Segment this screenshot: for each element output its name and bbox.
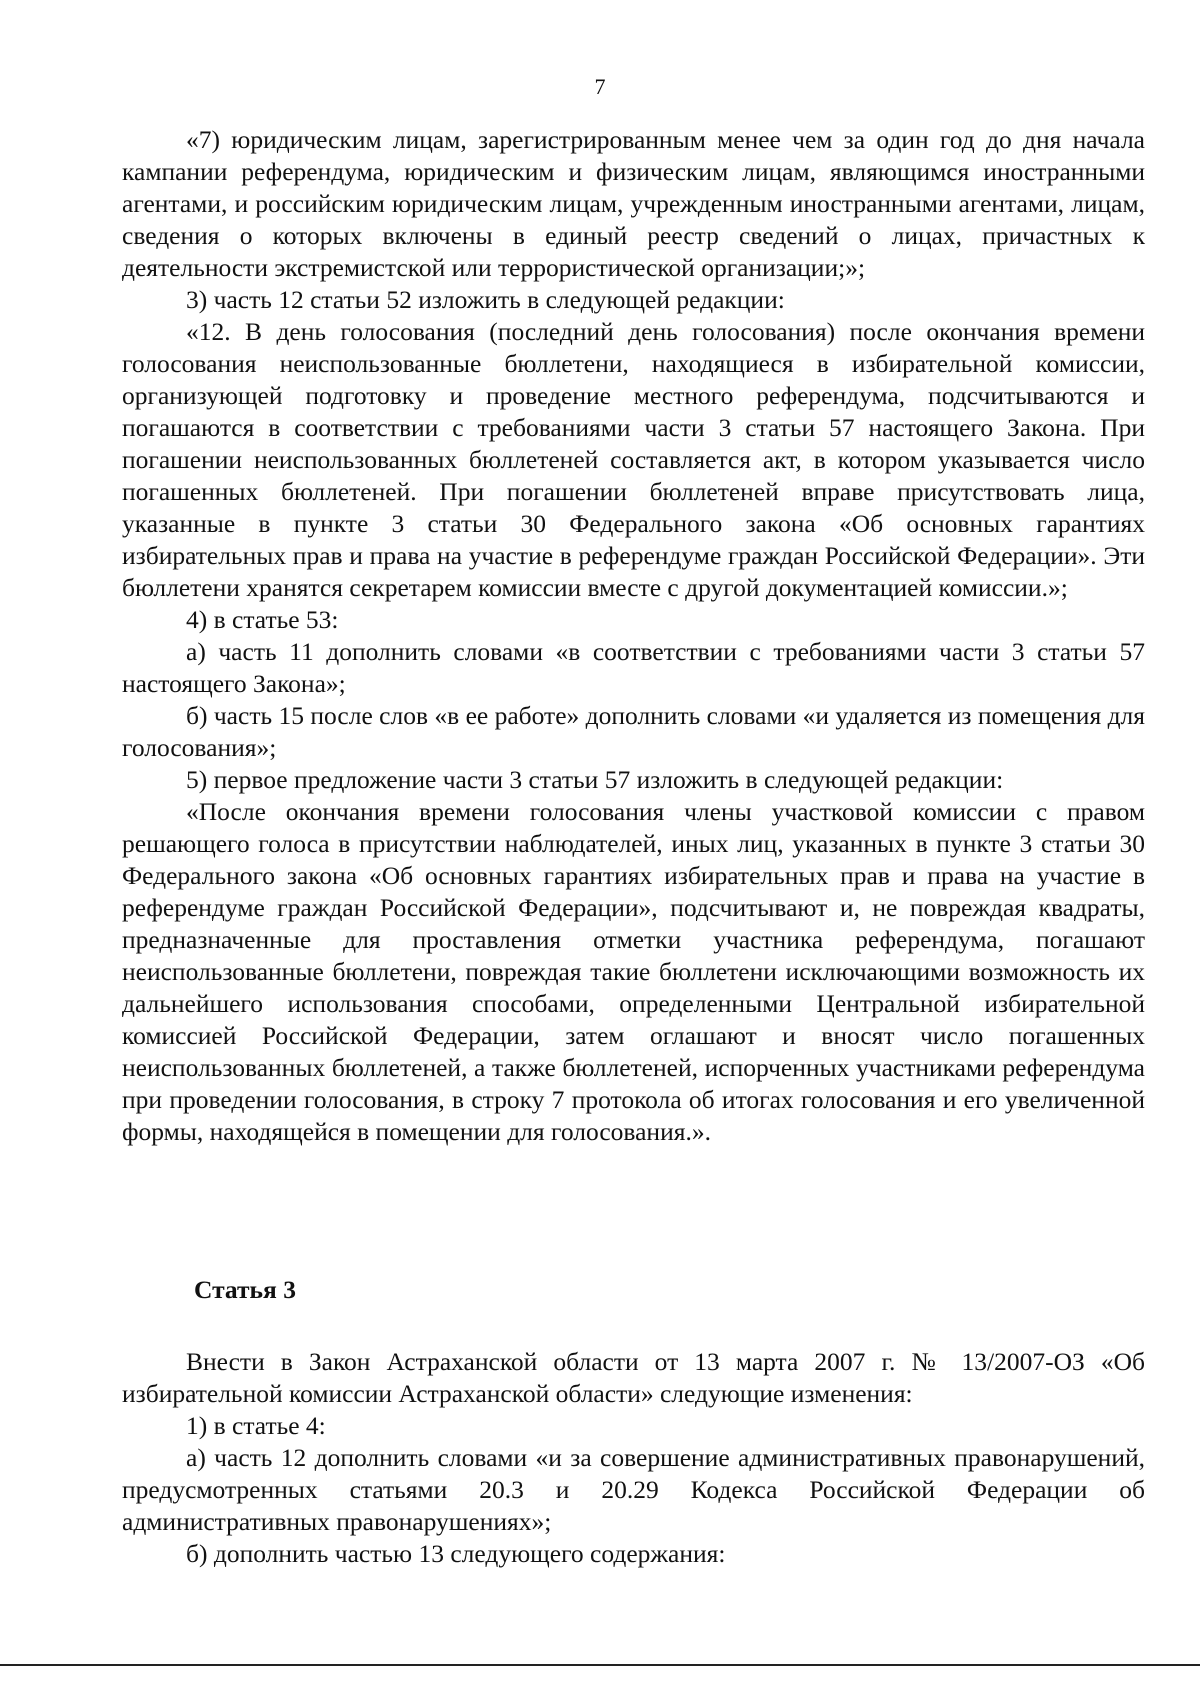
paragraph: б) часть 15 после слов «в ее работе» дополнить словами «и удаляется из помещения для голосования»;	[122, 701, 1145, 762]
paragraph: 4) в статье 53:	[186, 605, 339, 634]
page-number: 7	[594, 74, 606, 99]
article-heading: Статья 3	[194, 1275, 296, 1304]
paragraph: б) дополнить частью 13 следующего содержания:	[186, 1539, 726, 1568]
article-3-text	[122, 1346, 1145, 1570]
paragraph: «12. В день голосования (последний день голосования) после окончания времени голосования неиспользованные бюллетени, находящиеся в избирательной комиссии, организующей подготовку и проведение местного референдума, подсчитываются и погашаются в соответствии с требованиями части 3 статьи 57 настоящего Закона. При погашении неиспользованных бюллетеней составляется акт, в котором указывается число погашенных бюллетеней. При погашении бюллетеней вправе присутствовать лица, указанные в пункте 3 статьи 30 Федерального закона «Об основных гарантиях избирательных прав и права на участие в референдуме граждан Российской Федерации». Эти бюллетени хранятся секретарем комиссии вместе с другой документацией комиссии.»;	[122, 317, 1145, 602]
paragraph: 5) первое предложение части 3 статьи 57 изложить в следующей редакции:	[186, 765, 1004, 794]
paragraph: 3) часть 12 статьи 52 изложить в следующей редакции:	[186, 285, 785, 314]
paragraph: «После окончания времени голосования члены участковой комиссии с правом решающего голоса в присутствии наблюдателей, иных лиц, указанных в пункте 3 статьи 30 Федерального закона «Об основных гарантиях избирательных прав и права на участие в референдуме граждан Российской Федерации», подсчитывают и, не повреждая квадраты, предназначенные для проставления отметки участника референдума, погашают неиспользованные бюллетени, повреждая такие бюллетени исключающими возможность их дальнейшего использования способами, определенными Центральной избирательной комиссией Российской Федерации, затем оглашают и вносят число погашенных неиспользованных бюллетеней, а также бюллетеней, испорченных участниками референдума при проведении голосования, в строку 7 протокола об итогах голосования и его увеличенной формы, находящейся в помещении для голосования.».	[122, 797, 1145, 1146]
amendments-text	[122, 124, 1145, 1148]
paragraph: а) часть 11 дополнить словами «в соответствии с требованиями части 3 статьи 57 настоящего Закона»;	[122, 637, 1145, 698]
paragraph: «7) юридическим лицам, зарегистрированным менее чем за один год до дня начала кампании референдума, юридическим и физическим лицам, являющимся иностранными агентами, и российским юридическим лицам, учрежденным иностранными агентами, лицам, сведения о которых включены в единый реестр сведений о лицах, причастных к деятельности экстремистской или террористической организации;»;	[122, 125, 1145, 282]
footer-divider	[0, 1664, 1200, 1666]
paragraph: 1) в статье 4:	[186, 1411, 326, 1440]
paragraph: а) часть 12 дополнить словами «и за совершение административных правонарушений, предусмотренных статьями 20.3 и 20.29 Кодекса Российской Федерации об административных правонарушениях»;	[122, 1443, 1145, 1536]
paragraph: Внести в Закон Астраханской области от 13 марта 2007 г. № 13/2007-ОЗ «Об избирательной комиссии Астраханской области» следующие изменения:	[122, 1347, 1145, 1408]
